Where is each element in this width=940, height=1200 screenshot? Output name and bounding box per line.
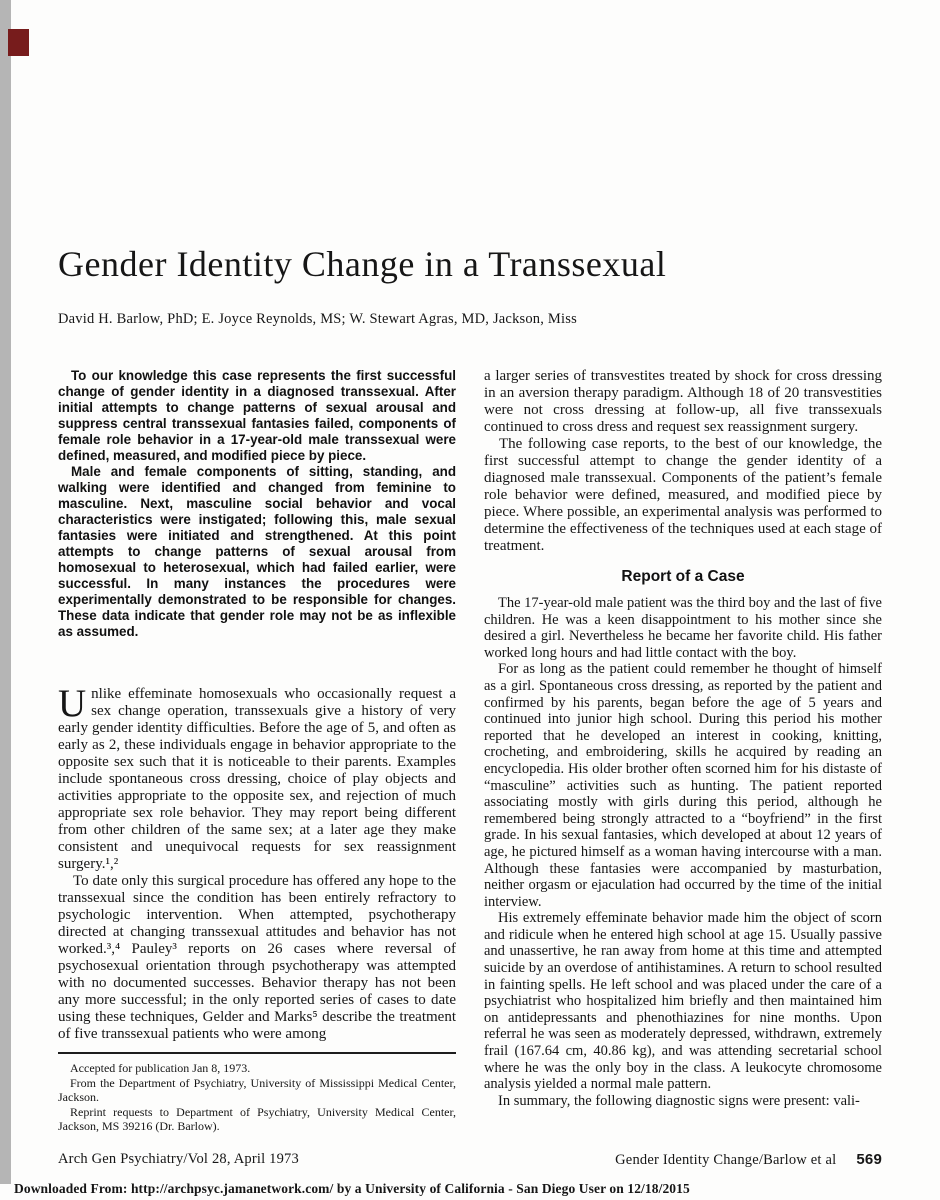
scan-color-mark xyxy=(8,29,29,56)
abstract-paragraph: To our knowledge this case represents the first successful change of gender identity in a diagnosed transsexual. After initial attempts to change patterns of sexual arousal and suppress central transsexual fantasies failed, components of female role behavior in a 17-year-old male transsexual were defined, measured, and modified piece by piece. xyxy=(58,368,456,463)
section-heading: Report of a Case xyxy=(621,568,745,585)
footer-right xyxy=(615,1151,882,1169)
footnote-line: Reprint requests to Department of Psychiatry, University Medical Center, Jackson, MS 39216 (Dr. Barlow). xyxy=(58,1104,456,1133)
footnote-line: From the Department of Psychiatry, University of Mississippi Medical Center, Jackson. xyxy=(58,1075,456,1104)
page-title: Gender Identity Change in a Transsexual xyxy=(58,244,667,284)
abstract-paragraph: Male and female components of sitting, standing, and walking were identified and changed from feminine to masculine. Next, masculine social behavior and vocal characteristics were instigated; following this, male sexual fantasies were initiated and strengthened. At this point attempts to change patterns of sexual arousal from homosexual to heterosexual, which had failed earlier, were successful. In many instances the procedures were experimentally demonstrated to be responsible for changes. These data indicate that gender role may not be as inflexible as assumed. xyxy=(58,464,456,639)
body-paragraph: The following case reports, to the best of our knowledge, the first successful attempt to change the gender identity of a diagnosed male transsexual. Components of the patient’s female role behavior were defined, measured, and modified piece by piece. Where possible, an experimental analysis was performed to determine the effectiveness of the techniques used at each stage of treatment. xyxy=(484,436,882,554)
intro-paragraph-text: nlike effeminate homosexuals who occasionally request a sex change operation, transsexuals give a history of very early gender identity difficulties. Before the age of 5, and often as early as 2, these individuals engage in behavior appropriate to the opposite sex such that it is noticeable to their parents. Examples include spontaneous cross dressing, choice of play objects and activities appropriate to the opposite sex, and rejection of much appropriate sex role behavior. They may report being different from other children of the same sex; at a later age they make consistent and unequivocal requests for sex reassignment surgery.¹,² xyxy=(58,686,456,872)
footnote-block xyxy=(58,1052,456,1134)
intro-paragraph xyxy=(58,682,456,873)
case-report xyxy=(484,595,882,1109)
case-paragraph: In summary, the following diagnostic signs were present: vali- xyxy=(498,1092,860,1109)
byline: David H. Barlow, PhD; E. Joyce Reynolds, MS; W. Stewart Agras, MD, Jackson, Miss xyxy=(58,311,577,327)
intro-paragraph: To date only this surgical procedure has offered any hope to the transsexual since the condition has been entirely refractory to psychologic intervention. When attempted, psychotherapy directed at changing transsexual attitudes and behavior has not worked.³,⁴ Pauley³ reports on 26 cases where reversal of psychosexual orientation through psychotherapy was attempted with no documented successes. Behavior therapy has not been any more successful; in the only reported series of cases to date using these techniques, Gelder and Marks⁵ describe the treatment of five transsexual patients who were among xyxy=(58,873,456,1042)
right-column xyxy=(484,368,882,1109)
drop-cap: U xyxy=(58,682,87,725)
abstract xyxy=(58,368,456,640)
footnote-rule xyxy=(58,1052,456,1054)
left-column xyxy=(58,368,456,1133)
introduction xyxy=(58,682,456,1043)
download-notice: Downloaded From: http://archpsyc.jamanetwork.com/ by a University of California - San Diego User on 12/18/2015 xyxy=(14,1181,690,1196)
case-paragraph: The 17-year-old male patient was the third boy and the last of five children. He was a keen disappointment to his mother since she desired a girl. Nevertheless he became her favorite child. His father worked long hours and had little contact with the boy. xyxy=(484,595,882,661)
case-paragraph: His extremely effeminate behavior made him the object of scorn and ridicule when he entered high school at age 15. Usually passive and unassertive, he ran away from home at this time and attempted suicide by an overdose of antihistamines. A return to school resulted in fainting spells. He left school and was placed under the care of a psychiatrist who hospitalized him briefly and then maintained him on antidepressants and phenothiazines for nine months. Upon referral he was seen as moderately depressed, withdrawn, extremely frail (167.64 cm, 40.86 kg), and was attending secretarial school where he was the only boy in the class. A leukocyte chromosome analysis yielded a normal male pattern. xyxy=(484,910,882,1093)
continuation-paragraph: a larger series of transvestites treated by shock for cross dressing in an aversion therapy paradigm. Although 18 of 20 transvestities were not cross dressing at follow-up, all five transsexuals continued to cross dress and request sex reassignment surgery. xyxy=(484,368,882,435)
footer-article-title: Gender Identity Change/Barlow et al xyxy=(615,1152,837,1168)
scan-edge-strip xyxy=(0,0,11,1184)
footnote-line: Accepted for publication Jan 8, 1973. xyxy=(70,1061,251,1075)
case-paragraph: For as long as the patient could remember he thought of himself as a girl. Spontaneous cross dressing, as reported by the patient and confirmed by his parents, began before the age of 5 years and continued into junior high school. During this period his mother reported that he developed an interest in cooking, knitting, crocheting, and embroidering, skills he acquired by reading an encyclopedia. His older brother often scorned him for his distaste of “masculine” activities such as hunting. The patient reported associating mostly with girls during this period, although he remembered being strongly attracted to a “boyfriend” in the first grade. In his sexual fantasies, which developed at about 12 years of age, he pictured himself as a woman having intercourse with a man. Although these fantasies were accompanied by masturbation, neither orgasm or ejaculation had occurred by the time of the initial interview. xyxy=(484,661,882,910)
footer-journal: Arch Gen Psychiatry/Vol 28, April 1973 xyxy=(58,1151,299,1167)
footer-page-number: 569 xyxy=(856,1151,882,1168)
